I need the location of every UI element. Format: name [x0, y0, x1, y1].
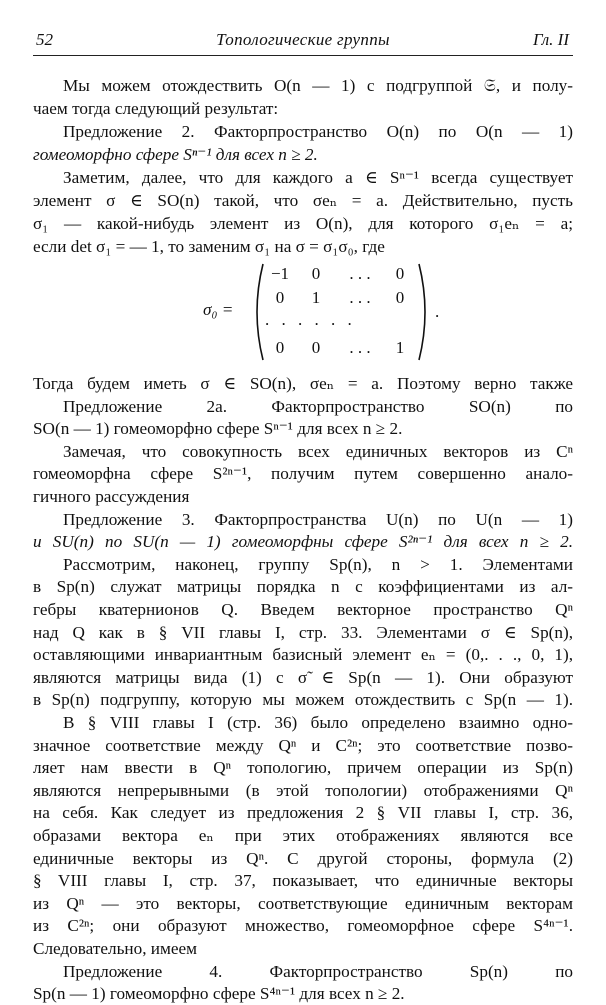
- matrix-label: σ₀ =: [203, 300, 234, 319]
- matrix-cell: . . .: [349, 264, 371, 283]
- matrix-cell: 0: [311, 338, 321, 357]
- text-line: оставляющими инвариантным базисный элемент eₙ = (0,. . ., 0, 1),: [33, 645, 573, 665]
- matrix-cell: 0: [395, 288, 405, 307]
- matrix-cell: 1: [311, 288, 321, 307]
- text-line: Замечая, что совокупность всех единичных векторов из Cⁿ: [63, 441, 573, 461]
- running-title: Топологические группы: [216, 30, 390, 49]
- text-line: единичные векторы из Qⁿ. С другой стороны, формула (2): [33, 848, 573, 868]
- matrix-cell: −1: [270, 264, 290, 283]
- text-line: § VIII главы I, стр. 37, показывает, что единичные векторы: [33, 871, 573, 891]
- matrix-period: .: [435, 302, 440, 321]
- sigma0-matrix: [203, 262, 443, 362]
- proposition-2: Предложение 2. Факторпространство O(n) по O(n — 1): [63, 122, 573, 141]
- text-line: Рассмотрим, наконец, группу Sp(n), n > 1. Элементами: [63, 554, 573, 574]
- text-line: являются матрицы вида (1) с σ̃ ∈ Sp(n — 1). Они образуют: [33, 667, 573, 687]
- text-line: из Qⁿ — это векторы, соответствующие единичным векторам: [33, 893, 573, 913]
- matrix-cell: 1: [395, 338, 405, 357]
- text-line: и SU(n) по SU(n — 1) гомеоморфны сфере S²ⁿ⁻¹ для всех n ≥ 2.: [33, 532, 573, 552]
- text-line: над Q как в § VII главы I, стр. 33. Элементами σ ∈ Sp(n),: [33, 622, 573, 642]
- matrix-cell: 0: [395, 264, 405, 283]
- matrix-dot-row: . . . . . .: [265, 310, 356, 329]
- text-line: если det σ₁ = — 1, то заменим σ₁ на σ = σ₁σ₀, где: [33, 237, 385, 256]
- matrix-cell: 0: [275, 338, 285, 357]
- text-line: гичного рассуждения: [33, 487, 190, 506]
- text-line: гебры кватернионов Q. Введем векторное пространство Qⁿ: [33, 600, 573, 619]
- text-line: элемент σ ∈ SO(n) такой, что σeₙ = a. Действительно, пусть: [33, 191, 573, 210]
- text-line: гомеоморфно сфере Sⁿ⁻¹ для всех n ≥ 2.: [33, 145, 318, 164]
- text-line: Тогда будем иметь σ ∈ SO(n), σeₙ = a. Поэтому верно также: [33, 374, 573, 393]
- matrix-cell: . . .: [349, 338, 371, 357]
- text-line: в Sp(n) служат матрицы порядка n с коэффициентами из ал-: [33, 577, 573, 597]
- text-line: В § VIII главы I (стр. 36) было определено взаимно одно-: [63, 713, 573, 732]
- header-rule: [33, 55, 573, 56]
- proposition-2a: Предложение 2а. Факторпространство SO(n) по: [63, 396, 573, 416]
- matrix-cell: . . .: [349, 288, 371, 307]
- text-line: ляет нам ввести в Qⁿ топологию, причем операции из Sp(n): [33, 758, 573, 778]
- running-header: [33, 30, 573, 52]
- text-line: являются непрерывными (в этой топологии) отображениями Qⁿ: [33, 780, 573, 800]
- text-line: в Sp(n) подгруппу, которую мы можем отождествить с Sp(n — 1).: [33, 690, 573, 710]
- text-line: SO(n — 1) гомеоморфно сфере Sⁿ⁻¹ для всех n ≥ 2.: [33, 419, 403, 439]
- text-line: гомеоморфна сфере S²ⁿ⁻¹, получим путем совершенно анало-: [33, 464, 573, 484]
- text-line: образами вектора eₙ при этих отображениях являются все: [33, 826, 573, 845]
- matrix-cell: 0: [275, 288, 285, 307]
- text-line: Следовательно, имеем: [33, 939, 198, 958]
- text-line: на себя. Как следует из предложения 2 § VII главы I, стр. 36,: [33, 803, 573, 823]
- text-line: Sp(n — 1) гомеоморфно сфере S⁴ⁿ⁻¹ для всех n ≥ 2.: [33, 984, 405, 1004]
- text-line: Мы можем отождествить O(n — 1) с подгруппой 𝔖, и полу-: [63, 76, 573, 95]
- page-number: 52: [36, 30, 53, 49]
- text-line: из C²ⁿ; они образуют множество, гомеоморфное сфере S⁴ⁿ⁻¹.: [33, 916, 573, 936]
- text-line: Заметим, далее, что для каждого a ∈ Sⁿ⁻¹ всегда существует: [63, 168, 573, 187]
- text-line: значное соответствие между Qⁿ и C²ⁿ; это соответствие позво-: [33, 735, 573, 755]
- text-line: σ₁ — какой-нибудь элемент из O(n), для которого σ₁eₙ = a;: [33, 214, 573, 233]
- chapter-label: Гл. II: [532, 30, 569, 49]
- right-paren: [417, 262, 431, 362]
- proposition-4: Предложение 4. Факторпространство Sp(n) по: [63, 961, 573, 981]
- matrix-cell: 0: [311, 264, 321, 283]
- text-line: чаем тогда следующий результат:: [33, 99, 279, 118]
- proposition-3: Предложение 3. Факторпространства U(n) по U(n — 1): [63, 509, 573, 529]
